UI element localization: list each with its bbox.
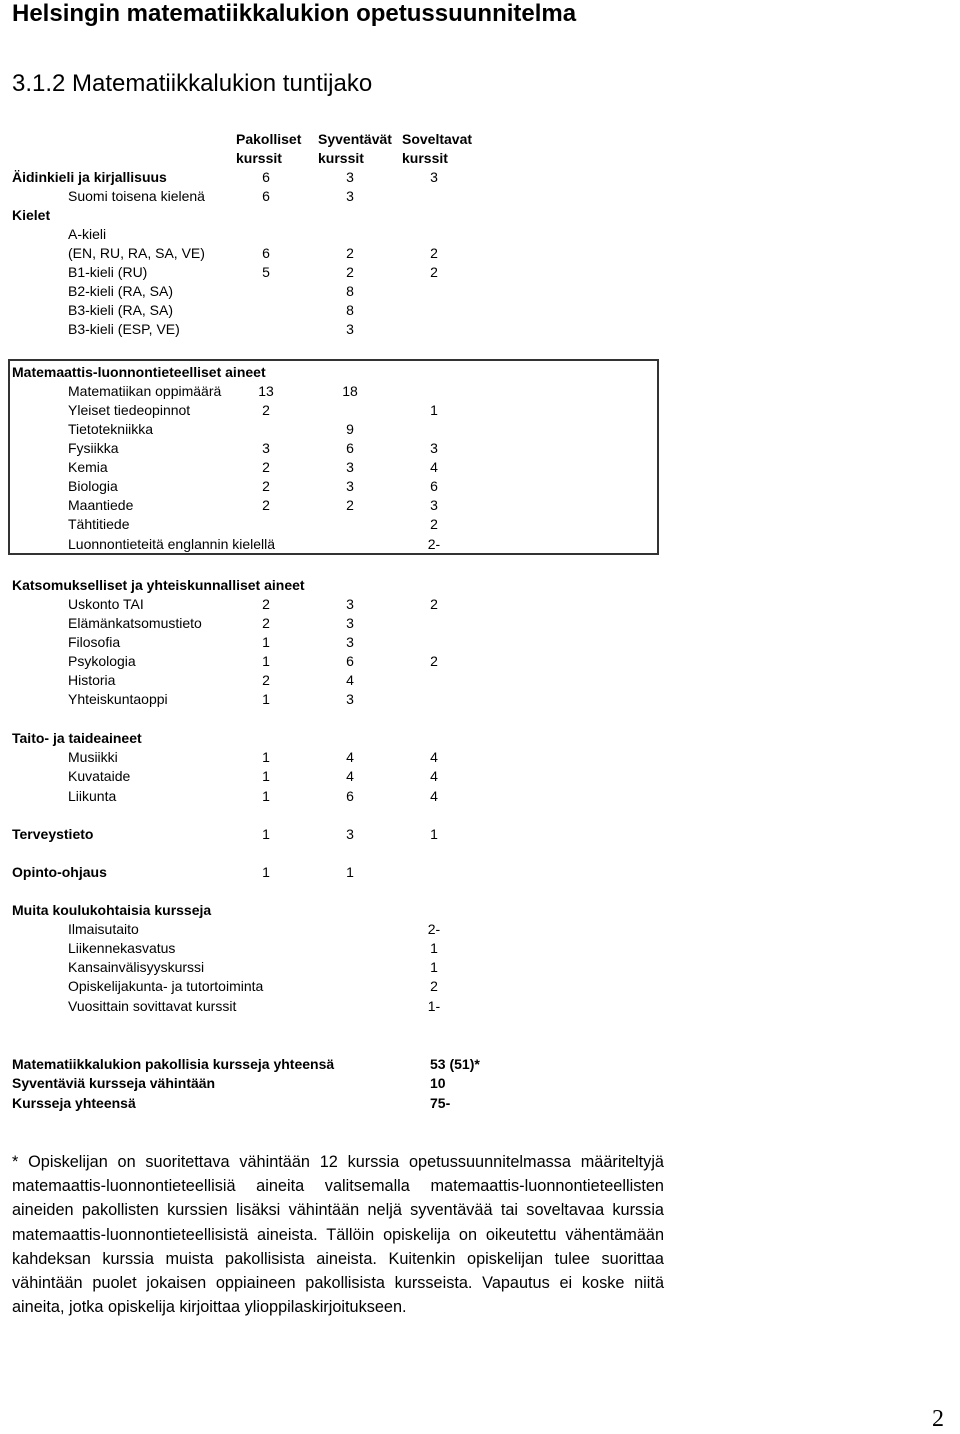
document-title: Helsingin matematiikkalukion opetussuunnitelma <box>12 0 577 27</box>
pakolliset-cell: 13 <box>258 383 274 399</box>
soveltavat-cell: 2 <box>430 978 438 994</box>
soveltavat-cell: 2 <box>430 516 438 532</box>
pakolliset-cell: 2 <box>262 459 270 475</box>
pakolliset-cell: 2 <box>262 672 270 688</box>
table-row <box>0 595 700 614</box>
soveltavat-cell: 1- <box>427 998 441 1014</box>
table-row <box>0 787 700 806</box>
row-label: Kansainvälisyyskurssi <box>68 959 205 975</box>
syventavat-cell: 3 <box>346 691 354 707</box>
column-header-soveltavat <box>402 130 472 168</box>
table-row <box>0 301 700 320</box>
row-label: Psykologia <box>68 653 136 669</box>
syventavat-cell: 3 <box>346 634 354 650</box>
group-label: Opinto-ohjaus <box>12 864 107 880</box>
pakolliset-cell: 2 <box>262 478 270 494</box>
pakolliset-cell: 5 <box>262 264 270 280</box>
row-label: Elämänkatsomustieto <box>68 615 202 631</box>
syventavat-cell: 2 <box>346 497 354 513</box>
row-label: B2-kieli (RA, SA) <box>68 283 174 299</box>
total-label: Matematiikkalukion pakollisia kursseja yhteensä <box>12 1056 335 1072</box>
row-label: Luonnontieteitä englannin kielellä <box>68 536 276 552</box>
pakolliset-cell: 6 <box>262 188 270 204</box>
syventavat-cell: 3 <box>346 826 354 842</box>
table-row <box>0 767 700 786</box>
table-row <box>0 690 700 709</box>
soveltavat-cell: 3 <box>430 497 438 513</box>
group-label: Taito- ja taideaineet <box>12 730 142 746</box>
syventavat-cell: 3 <box>346 188 354 204</box>
group-row <box>0 168 700 187</box>
column-header-syventavat <box>318 130 392 168</box>
syventavat-cell: 6 <box>346 653 354 669</box>
table-row <box>0 401 700 420</box>
table-row <box>0 282 700 301</box>
group-label: Muita koulukohtaisia kursseja <box>12 902 212 918</box>
soveltavat-cell: 6 <box>430 478 438 494</box>
pakolliset-cell: 1 <box>262 653 270 669</box>
row-label: Liikunta <box>68 788 117 804</box>
syventavat-cell: 1 <box>346 864 354 880</box>
syventavat-cell: 3 <box>346 478 354 494</box>
pakolliset-cell: 1 <box>262 826 270 842</box>
table-row <box>0 496 700 515</box>
syventavat-cell: 18 <box>342 383 358 399</box>
table-row <box>0 382 700 401</box>
section-heading: 3.1.2 Matematiikkalukion tuntijako <box>12 70 373 97</box>
syventavat-cell: 8 <box>346 283 354 299</box>
group-row <box>0 363 700 382</box>
table-row <box>0 614 700 633</box>
group-row <box>0 863 700 882</box>
pakolliset-cell: 2 <box>262 596 270 612</box>
group-row <box>0 576 700 595</box>
total-label: Kursseja yhteensä <box>12 1095 136 1111</box>
pakolliset-cell: 6 <box>262 245 270 261</box>
total-value: 10 <box>430 1075 446 1091</box>
soveltavat-cell: 2- <box>427 921 441 937</box>
soveltavat-cell: 3 <box>430 440 438 456</box>
total-row <box>0 1094 700 1113</box>
row-label: Uskonto TAI <box>68 596 144 612</box>
group-label: Kielet <box>12 207 51 223</box>
footnote: * Opiskelijan on suoritettava vähintään 12 kurssia opetussuunnitelmassa määriteltyjä matemaattis-luonnontieteellisiä aineita valitsemalla matemaattis-luonnontieteellisten aineiden pakollisten kurssien lisäksi vähintään neljä syventävää tai soveltavaa kurssia matemaattis-luonnontieteellisistä aineista. Tällöin opiskelija on oikeutettu vähentämään kahdeksan kurssia muista pakollisista aineista. Kuitenkin opiskelijan tulee suorittaa vähintään puolet jokaisen oppiaineen pakollisista kursseista. Vapautus ei koske niitä aineita, jotka opiskelija kirjoittaa ylioppilaskirjoitukseen. <box>12 1153 664 1317</box>
row-label: Opiskelijakunta- ja tutortoiminta <box>68 978 264 994</box>
soveltavat-cell: 4 <box>430 788 438 804</box>
table-row <box>0 748 700 767</box>
row-label: Yhteiskuntaoppi <box>68 691 168 707</box>
pakolliset-cell: 1 <box>262 691 270 707</box>
syventavat-cell: 4 <box>346 768 354 784</box>
syventavat-cell: 3 <box>346 321 354 337</box>
table-row <box>0 535 700 554</box>
table-row <box>0 920 700 939</box>
table-row <box>0 320 700 339</box>
page-number: 2 <box>932 1406 944 1432</box>
total-value: 53 (51)* <box>430 1056 480 1072</box>
row-label: Kuvataide <box>68 768 131 784</box>
table-row <box>0 958 700 977</box>
soveltavat-cell: 2 <box>430 245 438 261</box>
table-row <box>0 244 700 263</box>
row-label: Suomi toisena kielenä <box>68 188 205 204</box>
row-label: Biologia <box>68 478 118 494</box>
table-row <box>0 997 700 1016</box>
row-label: Ilmaisutaito <box>68 921 139 937</box>
table-row <box>0 477 700 496</box>
column-header-line2: kurssit <box>318 150 364 166</box>
syventavat-cell: 6 <box>346 440 354 456</box>
pakolliset-cell: 1 <box>262 634 270 650</box>
column-header-line2: kurssit <box>236 150 282 166</box>
soveltavat-cell: 2 <box>430 596 438 612</box>
total-label: Syventäviä kursseja vähintään <box>12 1075 216 1091</box>
row-label: Yleiset tiedeopinnot <box>68 402 191 418</box>
table-row <box>0 671 700 690</box>
pakolliset-cell: 2 <box>262 497 270 513</box>
group-row <box>0 901 700 920</box>
pakolliset-cell: 2 <box>262 615 270 631</box>
group-row <box>0 206 700 225</box>
total-row <box>0 1055 700 1074</box>
row-label: A-kieli <box>68 226 107 242</box>
table-row <box>0 939 700 958</box>
table-row <box>0 633 700 652</box>
row-label: Maantiede <box>68 497 134 513</box>
group-label: Äidinkieli ja kirjallisuus <box>12 169 167 185</box>
row-label: Matematiikan oppimäärä <box>68 383 222 399</box>
table-row <box>0 977 700 996</box>
soveltavat-cell: 4 <box>430 459 438 475</box>
syventavat-cell: 6 <box>346 788 354 804</box>
group-label: Terveystieto <box>12 826 94 842</box>
soveltavat-cell: 1 <box>430 826 438 842</box>
column-header-pakolliset <box>236 130 301 168</box>
row-label: Tähtitiede <box>68 516 130 532</box>
row-label: Filosofia <box>68 634 121 650</box>
soveltavat-cell: 4 <box>430 768 438 784</box>
soveltavat-cell: 1 <box>430 402 438 418</box>
syventavat-cell: 8 <box>346 302 354 318</box>
soveltavat-cell: 2- <box>427 536 441 552</box>
row-label: Liikennekasvatus <box>68 940 176 956</box>
row-label: B1-kieli (RU) <box>68 264 148 280</box>
row-label: (EN, RU, RA, SA, VE) <box>68 245 205 261</box>
syventavat-cell: 3 <box>346 615 354 631</box>
pakolliset-cell: 1 <box>262 768 270 784</box>
row-label: Fysiikka <box>68 440 119 456</box>
pakolliset-cell: 1 <box>262 749 270 765</box>
table-row <box>0 263 700 282</box>
syventavat-cell: 2 <box>346 245 354 261</box>
row-label: Historia <box>68 672 116 688</box>
soveltavat-cell: 2 <box>430 264 438 280</box>
syventavat-cell: 4 <box>346 672 354 688</box>
group-label: Matemaattis-luonnontieteelliset aineet <box>12 364 266 380</box>
pakolliset-cell: 6 <box>262 169 270 185</box>
column-header-line1: Pakolliset <box>236 131 302 147</box>
syventavat-cell: 9 <box>346 421 354 437</box>
group-row <box>0 729 700 748</box>
soveltavat-cell: 2 <box>430 653 438 669</box>
syventavat-cell: 3 <box>346 459 354 475</box>
row-label: Musiikki <box>68 749 118 765</box>
row-label: Tietotekniikka <box>68 421 154 437</box>
group-label: Katsomukselliset ja yhteiskunnalliset aineet <box>12 577 305 593</box>
column-header-line1: Syventävät <box>318 131 392 147</box>
soveltavat-cell: 1 <box>430 940 438 956</box>
pakolliset-cell: 2 <box>262 402 270 418</box>
group-row <box>0 825 700 844</box>
table-row <box>0 458 700 477</box>
soveltavat-cell: 3 <box>430 169 438 185</box>
table-row <box>0 420 700 439</box>
table-row <box>0 515 700 534</box>
syventavat-cell: 3 <box>346 169 354 185</box>
pakolliset-cell: 1 <box>262 864 270 880</box>
row-label: Kemia <box>68 459 108 475</box>
row-label: Vuosittain sovittavat kurssit <box>68 998 237 1014</box>
syventavat-cell: 4 <box>346 749 354 765</box>
pakolliset-cell: 1 <box>262 788 270 804</box>
soveltavat-cell: 4 <box>430 749 438 765</box>
syventavat-cell: 3 <box>346 596 354 612</box>
total-value: 75- <box>430 1095 451 1111</box>
table-row <box>0 652 700 671</box>
table-row <box>0 187 700 206</box>
column-header-line1: Soveltavat <box>402 131 473 147</box>
total-row <box>0 1074 700 1093</box>
pakolliset-cell: 3 <box>262 440 270 456</box>
table-row <box>0 225 700 244</box>
soveltavat-cell: 1 <box>430 959 438 975</box>
row-label: B3-kieli (RA, SA) <box>68 302 174 318</box>
row-label: B3-kieli (ESP, VE) <box>68 321 180 337</box>
column-header-line2: kurssit <box>402 150 448 166</box>
syventavat-cell: 2 <box>346 264 354 280</box>
table-row <box>0 439 700 458</box>
